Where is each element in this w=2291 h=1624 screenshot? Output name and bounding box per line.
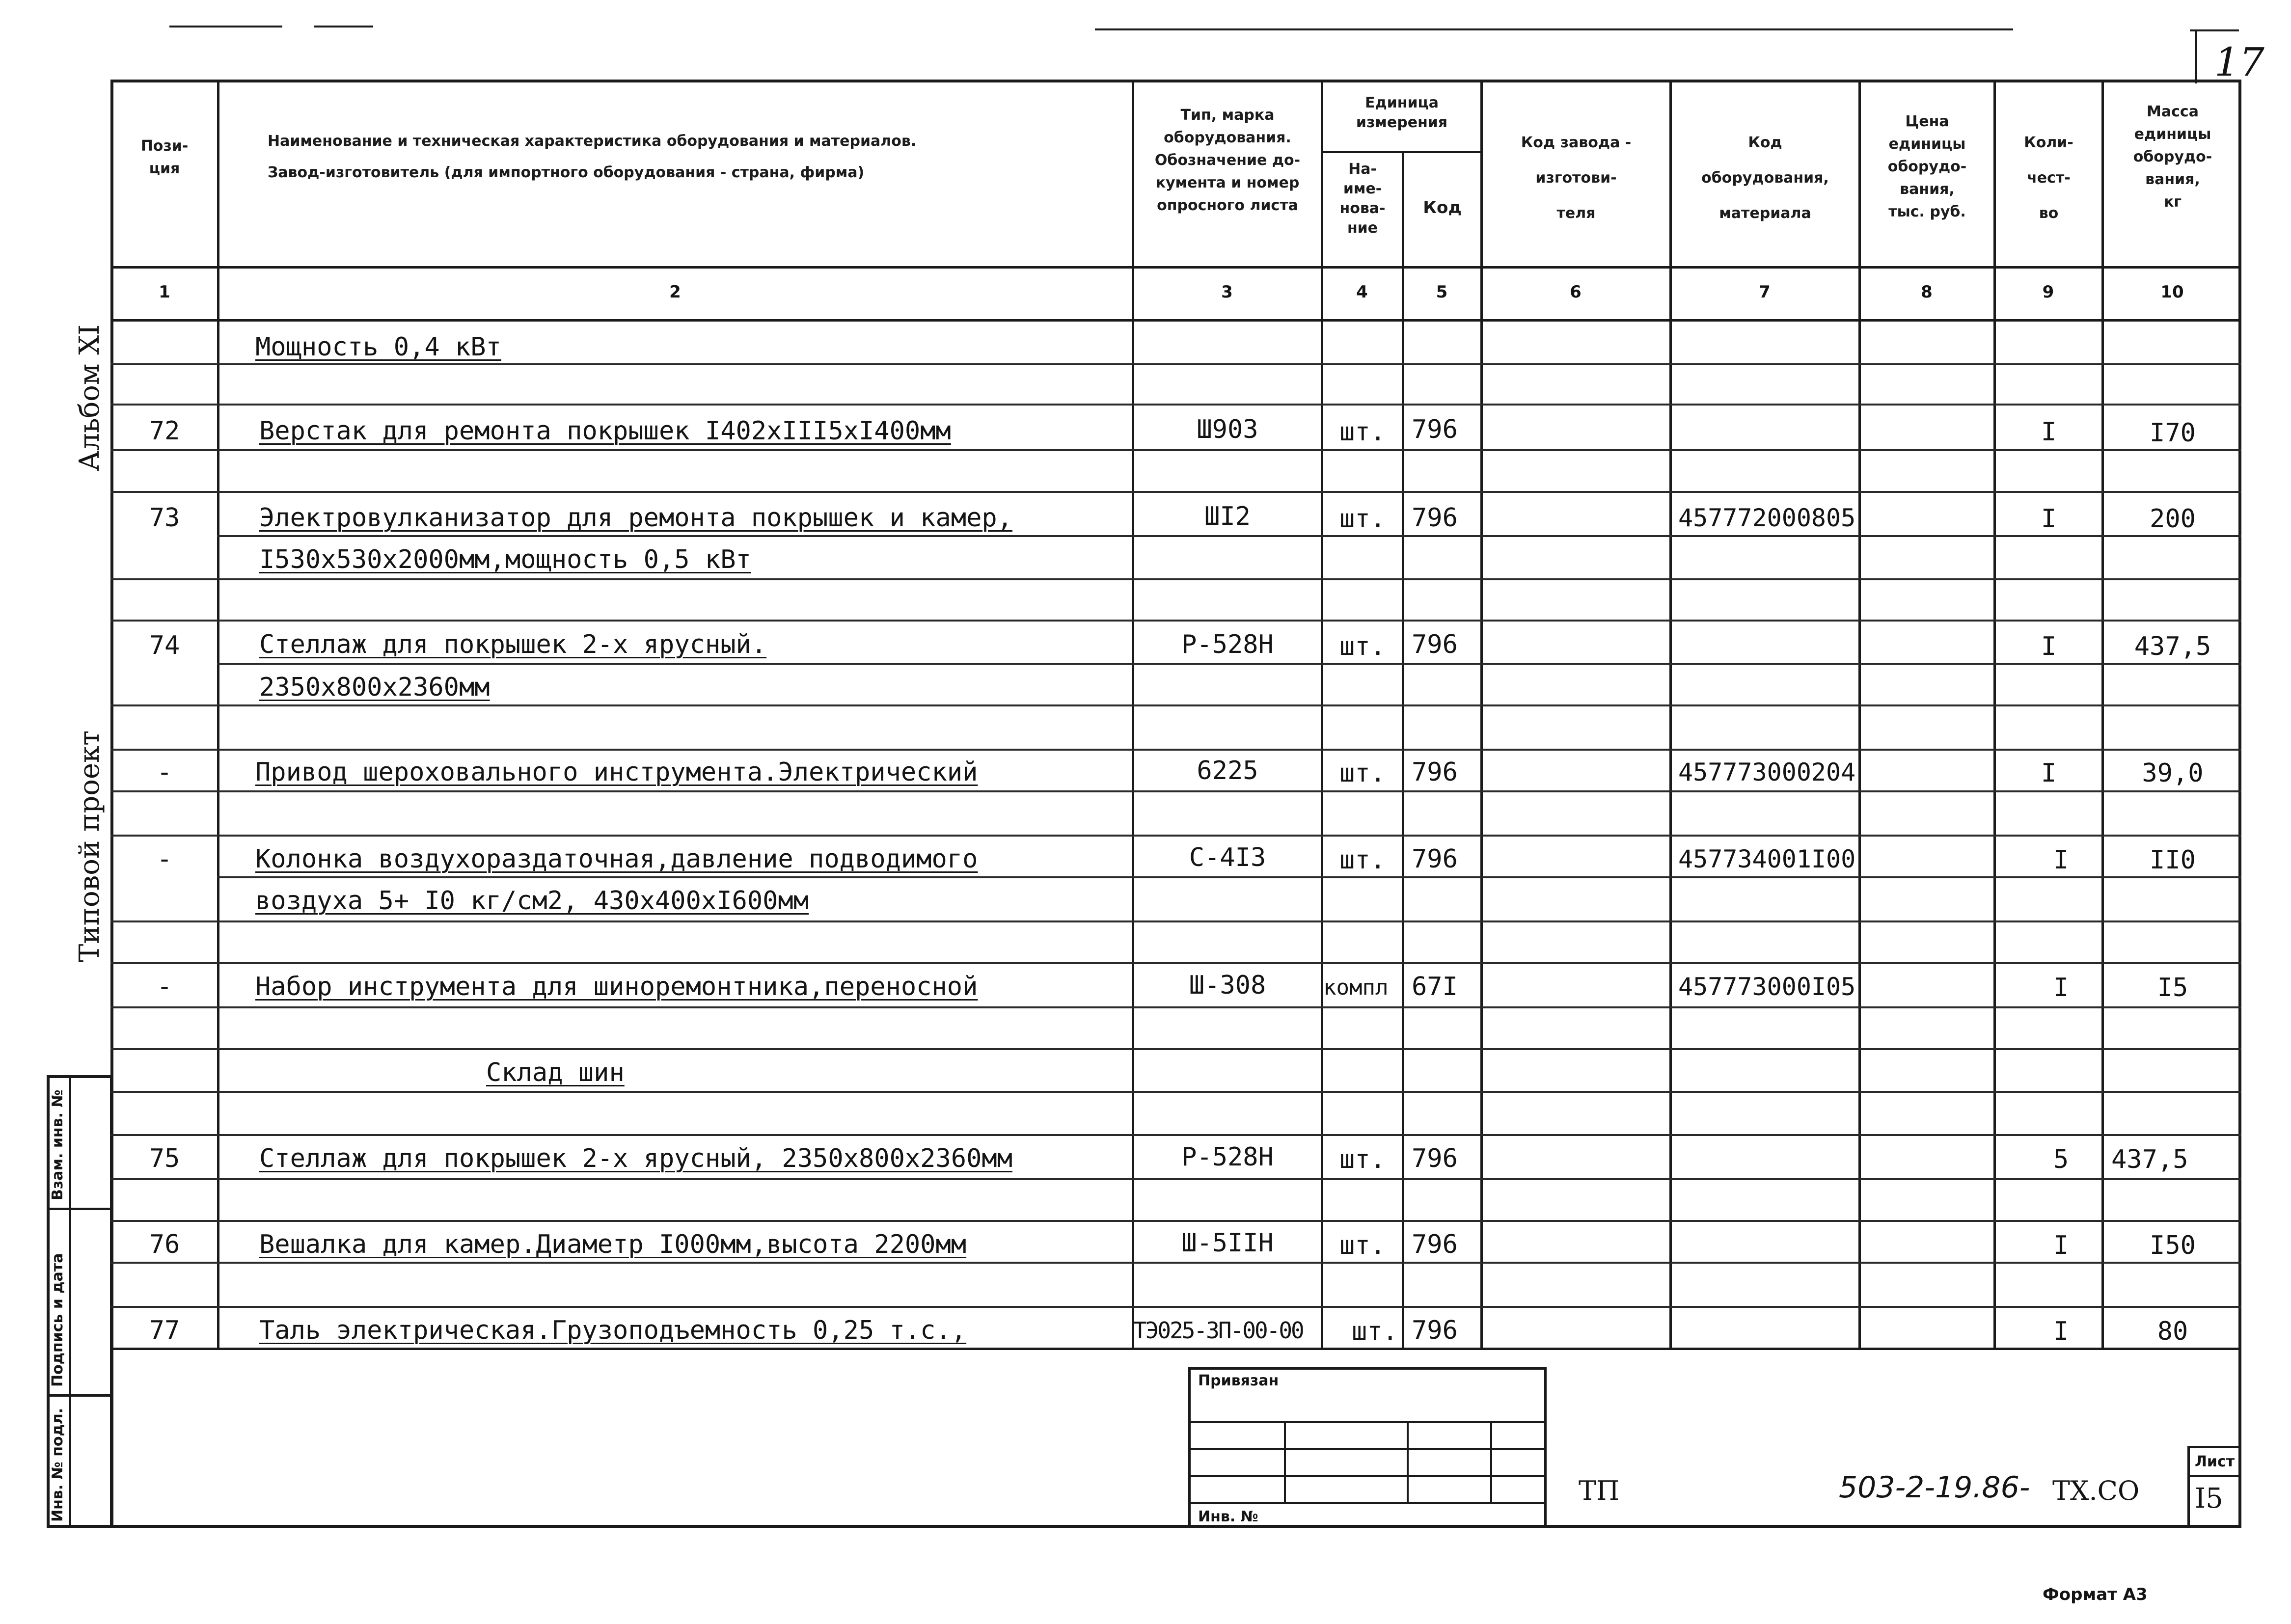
stamp-doc-suffix: ТХ.СО: [2052, 1475, 2140, 1506]
item-quantity: I: [2053, 845, 2069, 875]
sidebox-divider: [47, 1394, 113, 1397]
row-line: [110, 835, 2241, 837]
item-unit-code: 796: [1412, 1144, 1458, 1173]
side-label-project: Типовой проект: [74, 730, 106, 962]
item-equipment-code: 457772000805: [1678, 504, 1856, 532]
row-line: [110, 1006, 2241, 1008]
item-type: Р-528Н: [1181, 1142, 1274, 1172]
sidebox-divider: [47, 1208, 113, 1210]
row-line: [110, 404, 2241, 406]
col-line: [217, 80, 219, 1349]
item-type: Р-528Н: [1181, 630, 1274, 659]
item-position: 74: [149, 631, 180, 660]
item-name: Верстак для ремонта покрышек I402xIII5xI400мм: [259, 416, 951, 446]
item-unit: шт.: [1339, 845, 1386, 875]
item-name: Вешалка для камер.Диаметр I000мм,высота 2200мм: [259, 1230, 967, 1259]
row-line: [110, 790, 2241, 792]
item-position: 72: [149, 416, 180, 446]
item-type: Ш903: [1197, 415, 1258, 444]
row-line: [110, 449, 2241, 451]
header-price: Цена единицы оборудо- вания, тыс. руб.: [1887, 113, 1967, 220]
item-name: Колонка воздухораздаточная,давление подводимого: [255, 844, 978, 874]
col-line: [1480, 80, 1483, 1349]
item-type: С-4I3: [1189, 843, 1266, 872]
sidebox-inner: [69, 1075, 71, 1528]
item-unit-code: 796: [1412, 1230, 1458, 1259]
stamp-vline: [1490, 1421, 1492, 1502]
stamp-vline: [1284, 1421, 1286, 1502]
item-unit-code: 796: [1412, 415, 1458, 444]
row-line: [110, 749, 2241, 751]
header-position: Пози- ция: [140, 137, 189, 177]
item-name: Стеллаж для покрышек 2-х ярусный, 2350x800x2360мм: [259, 1144, 1013, 1173]
row-line: [110, 962, 2241, 964]
item-name: Привод шероховального инструмента.Электрический: [255, 758, 978, 787]
item-quantity: I: [2053, 973, 2069, 1002]
row-line: [110, 920, 2241, 922]
item-unit: шт.: [1352, 1317, 1398, 1346]
column-number: 2: [669, 282, 681, 302]
row-line: [110, 1091, 2241, 1093]
item-equipment-code: 457773000I05: [1678, 973, 1856, 1001]
item-mass: 200: [2150, 504, 2196, 534]
item-equipment-code: 457773000204: [1678, 758, 1856, 786]
top-dash: [169, 26, 282, 27]
item-quantity: 5: [2053, 1145, 2069, 1174]
row-line: [110, 1178, 2241, 1180]
column-number: 9: [2042, 282, 2054, 302]
column-number: 4: [1356, 282, 1368, 302]
item-quantity: I: [2041, 504, 2057, 534]
row-line: [217, 876, 2241, 878]
stamp-line: [1188, 1502, 1547, 1504]
item-quantity: I: [2041, 632, 2057, 661]
item-mass: I50: [2150, 1231, 2196, 1260]
corner-box-line: [2195, 29, 2197, 83]
item-mass: 39,0: [2142, 758, 2204, 788]
stamp-line: [1188, 1448, 1547, 1450]
item-name: Таль электрическая.Грузоподъемность 0,25 т.с.,: [259, 1316, 967, 1345]
row-line: [110, 704, 2241, 706]
header-unit-name: На- име- нова- ние: [1339, 161, 1386, 237]
item-type: ШI2: [1204, 502, 1251, 531]
header-mass: Масса единицы оборудо- вания, кг: [2133, 103, 2212, 211]
column-number: 7: [1759, 282, 1771, 302]
item-mass: II0: [2150, 845, 2196, 875]
row-line: [110, 1134, 2241, 1136]
top-dash: [314, 26, 373, 27]
row-line: [110, 491, 2241, 493]
row-line: [110, 620, 2241, 622]
item-name: Набор инструмента для шиноремонтника,переносной: [255, 972, 978, 1001]
item-position: 75: [149, 1144, 180, 1173]
item-position: -: [157, 758, 172, 787]
side-box-label: Взам. инв. №: [49, 1089, 66, 1200]
table-bottom-line: [110, 1348, 2241, 1350]
sheet-box-line: [2187, 1446, 2190, 1528]
item-mass: I70: [2150, 418, 2196, 448]
row-line: [110, 578, 2241, 580]
sheet-value: I5: [2195, 1483, 2223, 1515]
item-unit-code: 796: [1412, 503, 1458, 533]
stamp-line: [1188, 1475, 1547, 1477]
column-number: 3: [1221, 282, 1233, 302]
sheet-label: Лист: [2195, 1453, 2235, 1470]
item-quantity: I: [2041, 758, 2057, 788]
item-unit-code: 67I: [1412, 972, 1458, 1001]
unit-group-line: [1321, 151, 1483, 153]
format-label: Формат А3: [2043, 1585, 2148, 1604]
row-line: [110, 1220, 2241, 1222]
header-factory-code: Код завода - изготови- теля: [1521, 134, 1632, 222]
item-unit: компл: [1323, 975, 1389, 1000]
stamp-tp: ТП: [1579, 1475, 1620, 1506]
header-unit-code: Код: [1423, 198, 1462, 217]
side-box-label: Подпись и дата: [49, 1253, 66, 1387]
item-unit-code: 796: [1412, 1316, 1458, 1345]
col-line: [1858, 80, 1861, 1349]
item-position: 77: [149, 1316, 180, 1345]
header-type: Тип, марка оборудования. Обозначение до- кумента и номер опросного листа: [1154, 107, 1301, 214]
item-unit: шт.: [1339, 758, 1386, 788]
column-number: 10: [2160, 282, 2184, 302]
item-unit: шт.: [1339, 417, 1386, 447]
stamp-doc-code: 503-2-19.86-: [1839, 1470, 2030, 1505]
row-line: [110, 363, 2241, 365]
side-label-album: Альбом XI: [74, 324, 106, 471]
item-quantity: I: [2053, 1231, 2069, 1260]
item-name-cont: воздуха 5+ I0 кг/см2, 430x400xI600мм: [255, 886, 809, 916]
column-number: 5: [1436, 282, 1448, 302]
item-position: -: [157, 972, 172, 1001]
section-title: Склад шин: [486, 1058, 625, 1087]
item-name-cont: 2350x800x2360мм: [259, 673, 490, 702]
item-unit-code: 796: [1412, 758, 1458, 787]
top-dash: [2190, 29, 2239, 31]
item-position: -: [157, 844, 172, 874]
col-line: [1993, 80, 1996, 1349]
item-type: Ш-5IIН: [1181, 1228, 1274, 1258]
corner-sheet-number: 17: [2214, 39, 2264, 85]
side-box-label: Инв. № подл.: [49, 1407, 66, 1522]
header-quantity: Коли- чест- во: [2024, 134, 2073, 222]
row-line: [110, 1048, 2241, 1050]
item-position: 73: [149, 503, 180, 533]
item-unit: шт.: [1339, 632, 1386, 661]
sheet-box-line: [2187, 1475, 2241, 1477]
item-mass: 437,5: [2111, 1145, 2188, 1174]
stamp-attached-label: Привязан: [1198, 1372, 1279, 1389]
item-name: Стеллаж для покрышек 2-х ярусный.: [259, 630, 767, 659]
item-name: Электровулканизатор для ремонта покрышек и камер,: [259, 503, 1013, 533]
item-type: 6225: [1197, 756, 1258, 785]
stamp-line: [1188, 1421, 1547, 1423]
row-line: [110, 1306, 2241, 1308]
column-number: 6: [1570, 282, 1582, 302]
item-mass: 80: [2157, 1317, 2188, 1346]
item-quantity: I: [2053, 1317, 2069, 1346]
item-name-cont: I530x530x2000мм,мощность 0,5 кВт: [259, 545, 751, 574]
row-line: [217, 663, 2241, 665]
header-line: [110, 266, 2241, 269]
item-mass: 437,5: [2134, 632, 2211, 661]
stamp-vline: [1407, 1421, 1409, 1502]
header-name: Наименование и техническая характеристика оборудования и материалов. Завод-изготовитель (для импортного оборудования - страна, фирма): [268, 133, 917, 181]
item-quantity: I: [2041, 417, 2057, 447]
col-line: [1669, 80, 1672, 1349]
colnum-line: [110, 319, 2241, 322]
row-line: [110, 1262, 2241, 1264]
item-unit: шт.: [1339, 1145, 1386, 1174]
item-mass: I5: [2157, 973, 2188, 1002]
header-unit-group: Единица измерения: [1356, 94, 1448, 131]
stamp-inv-label: Инв. №: [1198, 1508, 1258, 1525]
item-position: 76: [149, 1230, 180, 1259]
item-type: ТЭ025-3П-00-00: [1133, 1317, 1303, 1344]
item-unit-code: 796: [1412, 844, 1458, 874]
row-line: [217, 535, 2241, 537]
column-number: 1: [159, 282, 170, 302]
item-unit-code: 796: [1412, 630, 1458, 659]
top-dash: [1095, 28, 2013, 30]
item-name: Мощность 0,4 кВт: [255, 332, 501, 362]
item-unit: шт.: [1339, 1231, 1386, 1260]
item-unit: шт.: [1339, 504, 1386, 534]
header-equipment-code: Код оборудования, материала: [1701, 134, 1829, 222]
column-number: 8: [1921, 282, 1933, 302]
sheet-box-line: [2187, 1446, 2241, 1448]
item-type: Ш-308: [1189, 971, 1266, 1000]
item-equipment-code: 457734001I00: [1678, 845, 1856, 873]
